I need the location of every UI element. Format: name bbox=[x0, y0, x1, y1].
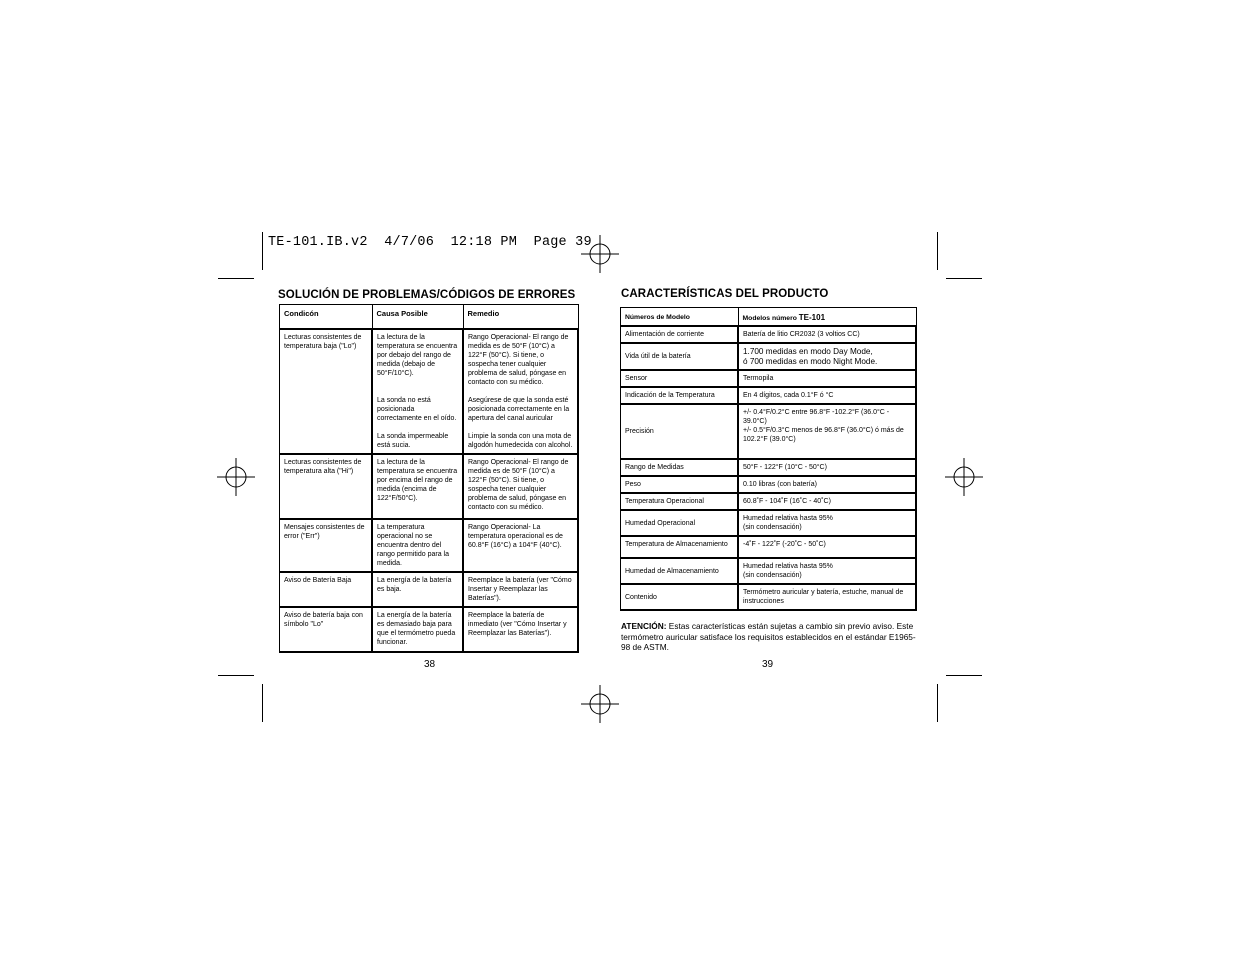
remedy-cell: Rango Operacional- El rango de medida es de 50°F (10°C) a 122°F (50°C). Si tiene, o sospecha tener cualquier problema de salud, póngase en contacto con su médico. bbox=[463, 454, 578, 519]
spec-value: Humedad relativa hasta 95% (sin condensación) bbox=[738, 510, 916, 536]
cause-cell: La temperatura operacional no se encuentra dentro del rango permitido para la medida. bbox=[372, 519, 463, 572]
crop-mark bbox=[937, 684, 938, 722]
condition-cell: Lecturas consistentes de temperatura baja ("Lo") bbox=[280, 329, 373, 454]
cause-cell: La lectura de la temperatura se encuentra por encima del rango de medida (encima de 122°F/50°C). bbox=[372, 454, 463, 519]
table-row bbox=[621, 370, 917, 387]
cause-cell: La lectura de la temperatura se encuentra por debajo del rango de medida (debajo de 50°F/10°C). La sonda no está posicionada correctamente en el oído. La sonda impermeable está sucia. bbox=[372, 329, 463, 454]
crop-mark bbox=[262, 232, 263, 270]
column-header: Causa Posible bbox=[372, 305, 463, 330]
registration-mark-icon bbox=[581, 235, 619, 273]
attention-note: ATENCIÓN: Estas características están sujetas a cambio sin previo aviso. Este termómetro auricular satisface los requisitos establecidos en el estándar E1965-98 de ASTM. bbox=[621, 621, 916, 652]
spec-label: Temperatura de Almacenamiento bbox=[621, 536, 739, 558]
remedy-cell: Rango Operacional- El rango de medida es de 50°F (10°C) a 122°F (50°C). Si tiene, o sospecha tener cualquier problema de salud, póngase en contacto con su médico. Asegúrese de que la sonda esté posicionada correctamente en la apertura del canal auricular Limpie la sonda con una mota de algodón humedecida con alcohol. bbox=[463, 329, 578, 454]
crop-mark bbox=[937, 232, 938, 270]
troubleshooting-heading: SOLUCIÓN DE PROBLEMAS/CÓDIGOS DE ERRORES bbox=[278, 289, 576, 301]
condition-cell: Lecturas consistentes de temperatura alta ("Hi") bbox=[280, 454, 373, 519]
table-row bbox=[280, 454, 579, 519]
specs-heading: CARACTERÍSTICAS DEL PRODUCTO bbox=[621, 288, 829, 300]
remedy-cell: Rango Operacional- La temperatura operacional es de 60.8°F (16°C) a 104°F (40°C). bbox=[463, 519, 578, 572]
spec-value: Termopila bbox=[738, 370, 916, 387]
column-header: Modelos número TE-101 bbox=[738, 308, 916, 327]
spec-label: Indicación de la Temperatura bbox=[621, 387, 739, 404]
remedy-cell: Reemplace la batería (ver "Cómo Insertar y Reemplazar las Baterías"). bbox=[463, 572, 578, 607]
spec-value: En 4 dígitos, cada 0.1°F ó °C bbox=[738, 387, 916, 404]
cause-cell: La energía de la batería es baja. bbox=[372, 572, 463, 607]
crop-mark bbox=[262, 684, 263, 722]
spec-label: Vida útil de la batería bbox=[621, 343, 739, 370]
registration-mark-icon bbox=[945, 458, 983, 496]
spec-value: 60.8˚F - 104˚F (16˚C - 40˚C) bbox=[738, 493, 916, 510]
page-number: 39 bbox=[762, 659, 774, 670]
specs-table bbox=[620, 307, 917, 611]
table-row bbox=[621, 510, 917, 536]
print-slug: TE-101.IB.v2 4/7/06 12:18 PM Page 39 bbox=[268, 235, 592, 250]
table-row bbox=[280, 572, 579, 607]
condition-cell: Aviso de Batería Baja bbox=[280, 572, 373, 607]
spec-label: Alimentación de corriente bbox=[621, 326, 739, 343]
spec-label: Peso bbox=[621, 476, 739, 493]
spec-value: 0.10 libras (con batería) bbox=[738, 476, 916, 493]
crop-mark bbox=[218, 675, 254, 676]
registration-mark-icon bbox=[581, 685, 619, 723]
spec-label: Temperatura Operacional bbox=[621, 493, 739, 510]
table-row bbox=[621, 476, 917, 493]
table-row bbox=[621, 536, 917, 558]
table-row bbox=[621, 343, 917, 370]
table-row bbox=[280, 329, 579, 454]
spec-value: Humedad relativa hasta 95% (sin condensación) bbox=[738, 558, 916, 584]
spec-value: +/- 0.4°F/0.2°C entre 96.8°F -102.2°F (36.0°C - 39.0°C) +/- 0.5°F/0.3°C menos de 96.8°F (36.0°C) ó más de 102.2°F (39.0°C) bbox=[738, 404, 916, 459]
column-header: Números de Modelo bbox=[621, 308, 739, 327]
spec-label: Sensor bbox=[621, 370, 739, 387]
spec-label: Rango de Medidas bbox=[621, 459, 739, 476]
troubleshooting-table bbox=[279, 304, 579, 653]
spec-value: 50°F - 122°F (10°C - 50°C) bbox=[738, 459, 916, 476]
table-row bbox=[621, 558, 917, 584]
spec-value: -4˚F - 122˚F (-20˚C - 50˚C) bbox=[738, 536, 916, 558]
spec-value: Batería de litio CR2032 (3 voltios CC) bbox=[738, 326, 916, 343]
table-row bbox=[621, 493, 917, 510]
crop-mark bbox=[218, 278, 254, 279]
spec-value: 1.700 medidas en modo Day Mode, ó 700 medidas en modo Night Mode. bbox=[738, 343, 916, 370]
table-row bbox=[621, 584, 917, 610]
table-row bbox=[280, 607, 579, 652]
registration-mark-icon bbox=[217, 458, 255, 496]
crop-mark bbox=[946, 675, 982, 676]
table-row bbox=[621, 404, 917, 459]
spec-label: Contenido bbox=[621, 584, 739, 610]
cause-cell: La energía de la batería es demasiado baja para que el termómetro pueda funcionar. bbox=[372, 607, 463, 652]
column-header: Condicón bbox=[280, 305, 373, 330]
table-row bbox=[621, 387, 917, 404]
spec-value: Termómetro auricular y batería, estuche, manual de instrucciones bbox=[738, 584, 916, 610]
crop-mark bbox=[946, 278, 982, 279]
remedy-cell: Reemplace la batería de inmediato (ver "Cómo Insertar y Reemplazar las Baterías"). bbox=[463, 607, 578, 652]
spec-label: Humedad Operacional bbox=[621, 510, 739, 536]
condition-cell: Mensajes consistentes de error ("Err") bbox=[280, 519, 373, 572]
page-number: 38 bbox=[424, 659, 436, 670]
spec-label: Precisión bbox=[621, 404, 739, 459]
table-row bbox=[621, 459, 917, 476]
table-row bbox=[280, 519, 579, 572]
column-header: Remedio bbox=[463, 305, 578, 330]
condition-cell: Aviso de batería baja con símbolo "Lo" bbox=[280, 607, 373, 652]
spec-label: Humedad de Almacenamiento bbox=[621, 558, 739, 584]
table-row bbox=[621, 326, 917, 343]
